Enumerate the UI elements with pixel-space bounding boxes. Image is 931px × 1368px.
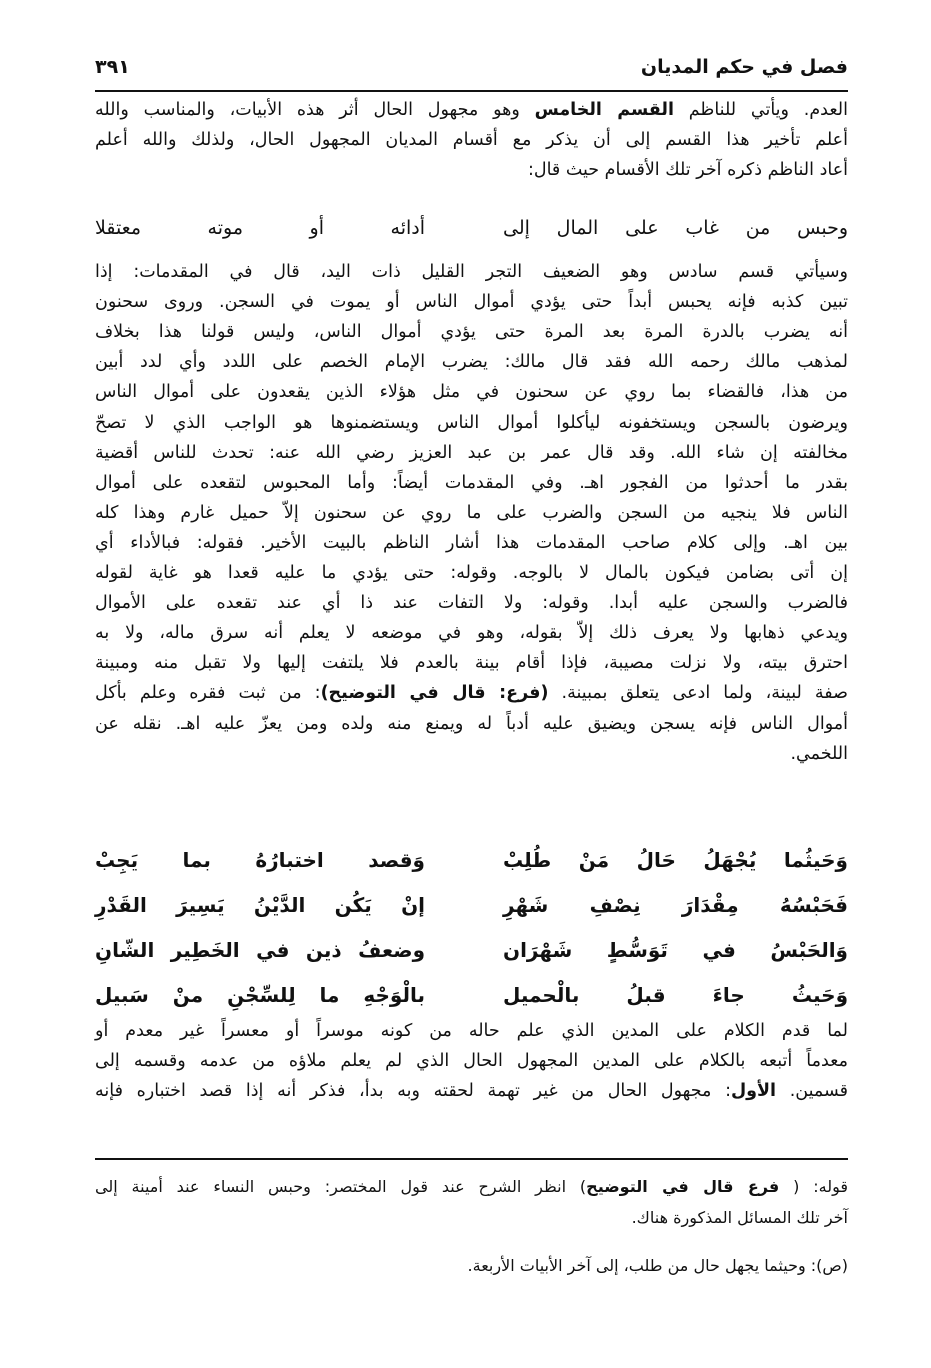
text-line <box>95 347 848 377</box>
text-line <box>95 95 848 125</box>
text-line <box>95 438 848 468</box>
text-line <box>95 257 848 287</box>
text-run: لما قدم الكلام على المدين الذي علم حاله من كونه موسراً أو معسراً غير معدم أو <box>95 1021 848 1041</box>
text-line <box>95 558 848 588</box>
text-line <box>95 739 848 769</box>
page-number: ٣٩١ <box>95 56 130 78</box>
text-run: معدماً أتبعه بالكلام على المدين المجهول الحال الذي لم يعلم ملاؤه من عدمه وقسمه إلى <box>95 1051 848 1071</box>
poem-verse <box>95 885 848 925</box>
verse-first-hemistich: وَالحَبْسُ في تَوَسُّطٍ شَهْرَان <box>503 938 848 962</box>
poem-verse <box>95 975 848 1015</box>
text-line <box>95 1251 848 1281</box>
verse-second-hemistich: بالْوَجْهِ ما لِلسِّجْنِ منْ سَبيل <box>95 983 425 1007</box>
bold-term: (فرع: قال في التوضيح) <box>320 683 549 704</box>
text-run: احترق بيته، ولا نزلت مصيبة، فإذا أقام بينة بالعدم فلا يلتفت إليها ولا تقبل منه ومبينة <box>95 653 848 674</box>
text-run: تبين كذبه فإنه يحبس أبداً حتى يؤدي أموال الناس أو يموت في السجن. وروى سحنون <box>95 292 848 313</box>
verse-second-hemistich: وضعفُ ذين في الخَطِير الشّانِ <box>95 938 425 962</box>
text-line <box>95 678 848 708</box>
bold-term: فرع قال في التوضيح <box>586 1177 780 1196</box>
text-run: (ص): وحيثما يجهل حال من طلب، إلى آخر الأبيات الأربعة. <box>467 1256 848 1275</box>
poem-verse <box>95 930 848 970</box>
verse-first-hemistich: وَحَيثُ جاءَ قبلُ بالْحميل <box>503 983 848 1007</box>
header-rule <box>95 90 848 92</box>
text-run: أنه يضرب بالدرة المرة بعد المرة حتى يؤدي أموال الناس، وليس قولنا هذا بخلاف <box>95 322 848 343</box>
verse-first-hemistich: وحبس من غاب على المال إلى <box>503 217 848 239</box>
verse-first-hemistich: فَحَبْسُهُ مِقْدَارَ نِصْفِ شَهْرِ <box>503 893 848 917</box>
text-run: لمذهب مالك رحمه الله فقد قال مالك: يضرب الإمام الخصم على اللدد وأي لدد أبين <box>95 352 848 373</box>
text-line <box>95 709 848 739</box>
verse-line <box>95 208 848 248</box>
verse-second-hemistich: أدائه أو موته معتقلا <box>95 217 425 239</box>
text-run: أعاد الناظم ذكره آخر تلك الأقسام حيث قال: <box>527 160 848 180</box>
text-run: ويدعي ذهابها ولا يعرف ذلك إلاّ بقوله، وهو في موضعه لا يعلم أنه سرق ماله، ولا به <box>95 623 848 644</box>
chapter-title: فصل في حكم المديان <box>640 56 848 78</box>
text-line <box>95 1172 848 1202</box>
text-line <box>95 287 848 317</box>
text-run: أعلم تأخير هذا القسم إلى أن يذكر مع أقسام المديان المجهول الحال، ولذلك والله أعلم <box>95 130 848 150</box>
text-run: مخالفته إن شاء الله. وقد قال عمر بن عبد العزيز رضي الله عنه: تحدث للناس أقضية <box>95 442 848 463</box>
verse-first-hemistich: وَحَيثُما يُجْهَلُ حَالُ مَنْ طُلِبْ <box>503 848 848 872</box>
text-line <box>95 317 848 347</box>
text-line <box>95 408 848 438</box>
text-line <box>95 468 848 498</box>
text-line <box>95 618 848 648</box>
text-line <box>95 1076 848 1106</box>
text-run: قسمين. <box>776 1081 848 1101</box>
text-line <box>95 1203 848 1233</box>
text-run: العدم. ويأتي للناظم <box>673 100 848 120</box>
text-run: بين اهـ. وإلى كلام صاحب المقدمات هذا أشار الناظم بالبيت الأخير. فقوله: فبالأداء أي <box>95 532 848 553</box>
text-run: اللخمي. <box>790 743 848 764</box>
text-run: الناس فلا ينجيه من السجن والضرب على ما روي عن سحنون إلاّ حميل غارم وهذا كله <box>95 502 848 523</box>
text-run: ) انظر الشرح عند قول المختصر: وحبس النساء عند أمينة إلى <box>95 1177 587 1196</box>
text-run: من هذا، فالقضاء بما روي عن سحنون في مثل هؤلاء الذين يقعدون على أموال الناس <box>95 382 848 403</box>
text-run: بقدر ما أحدثوا من الفجور اهـ. وفي المقدمات أيضاً: وأما المحبوس لتقعده على أموال <box>95 472 848 493</box>
text-line <box>95 125 848 155</box>
text-line <box>95 1016 848 1046</box>
text-run: ويرضون بالسجن ويستخفونه ليأكلوا أموال الناس ويستضمنوها هو الواجب الذي لا تصحّ <box>95 412 848 433</box>
text-line <box>95 155 848 185</box>
poem-verse <box>95 840 848 880</box>
text-run: وهو مجهول الحال أثر هذه الأبيات، والمناسب والله <box>95 100 535 120</box>
text-run: إن أتى بضامن فيكون بالمال لا بالوجه. وقوله: حتى يؤدي ما عليه قعدا هو غاية لقوله <box>95 563 848 583</box>
footnote-rule <box>95 1158 848 1160</box>
text-run: أموال الناس فإنه يسجن ويضيق عليه أدباً له ويمنع منه ولده ومن يعزّ عليه اهـ. نقله عن <box>95 713 848 734</box>
verse-second-hemistich: وَقصد اختبارُهُ بما يَجِبْ <box>95 848 425 872</box>
text-line <box>95 648 848 678</box>
text-line <box>95 377 848 407</box>
text-run: وسيأتي قسم سادس وهو الضعيف التجر القليل ذات اليد، قال في المقدمات: إذا <box>95 262 848 282</box>
running-header <box>95 56 848 86</box>
text-line <box>95 498 848 528</box>
text-run: آخر تلك المسائل المذكورة هناك. <box>631 1208 848 1227</box>
text-line <box>95 588 848 618</box>
text-run: فالضرب والسجن عليه أبدا. وقوله: ولا التفات عند ذا أي عند تقعده على الأموال <box>95 593 848 614</box>
text-line <box>95 1046 848 1076</box>
bold-term: الأول <box>730 1081 777 1101</box>
text-run: قوله: ( <box>779 1177 848 1196</box>
text-line <box>95 528 848 558</box>
text-run: : من ثبت فقره وعلم بأكل <box>95 683 321 704</box>
bold-term: القسم الخامس <box>534 100 674 120</box>
text-run: صفة لبينة، ولما ادعى يتعلق بمبينة. <box>548 683 848 704</box>
verse-second-hemistich: إنْ يَكُن الدَّيْنُ يَسِيرَ القَدْرِ <box>95 893 425 917</box>
text-run: : مجهول الحال من غير تهمة لحقته وبه بدأ، فذكر أنه إذا قصد اختباره فإنه <box>95 1081 731 1101</box>
